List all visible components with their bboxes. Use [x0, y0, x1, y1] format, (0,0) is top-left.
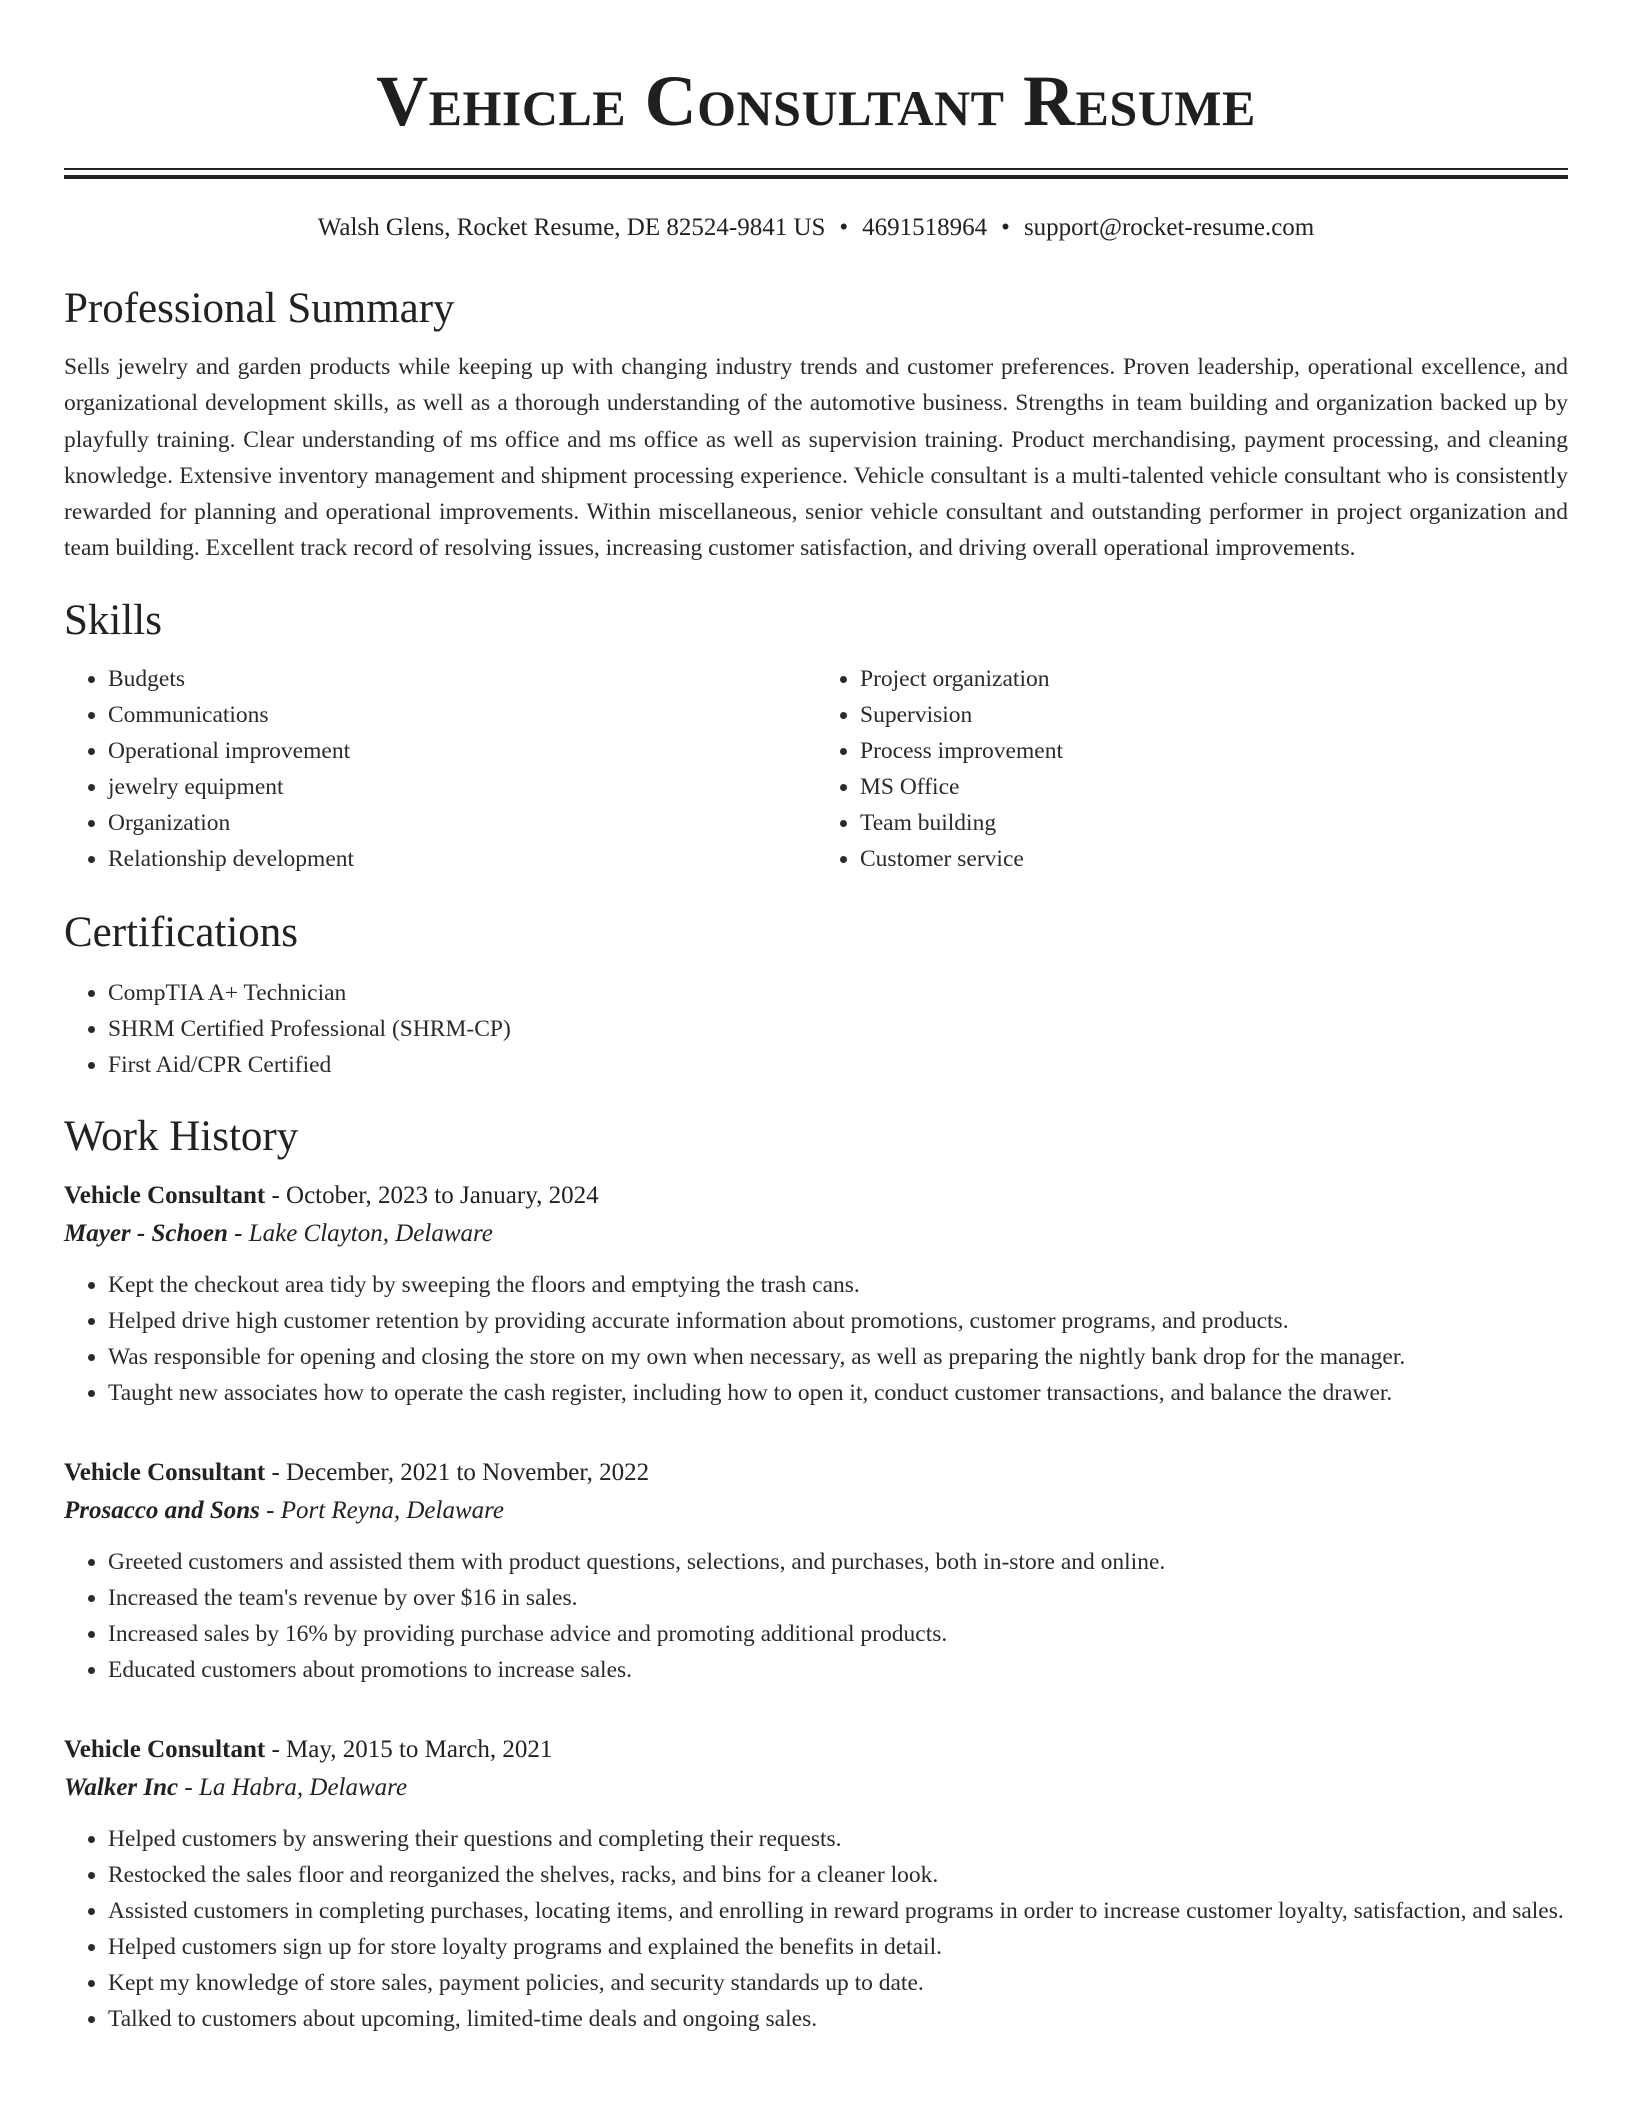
job-header — [64, 1177, 1568, 1215]
job-bullet: • Kept the checkout area tidy by sweeping the floors and emptying the trash cans. — [108, 1267, 1568, 1303]
job-header — [64, 1731, 1568, 1769]
job-bullet: • Assisted customers in completing purchases, locating items, and enrolling in reward programs in order to increase customer loyalty, satisfaction, and sales. — [108, 1893, 1568, 1929]
skill-item: • Relationship development — [108, 841, 816, 877]
certifications-list — [64, 975, 1568, 1083]
job-bullet: • Taught new associates how to operate the cash register, including how to open it, conduct customer transactions, and balance the drawer. — [108, 1375, 1568, 1411]
certifications-heading: Certifications — [64, 908, 299, 956]
company-name: Walker Inc — [64, 1773, 179, 1801]
job-title: Vehicle Consultant — [64, 1735, 266, 1763]
skill-item: • jewelry equipment — [108, 769, 816, 805]
job-title: Vehicle Consultant — [64, 1181, 266, 1209]
job-bullet: • Greeted customers and assisted them with product questions, selections, and purchases, both in-store and online. — [108, 1544, 1568, 1580]
job-bullets — [64, 1267, 1568, 1411]
company-location: - Port Reyna, Delaware — [259, 1496, 505, 1524]
contact-email: support@rocket-resume.com — [1023, 214, 1315, 241]
skill-item: • MS Office — [860, 769, 1568, 805]
skill-item: • Customer service — [860, 841, 1568, 877]
certifications-section — [64, 907, 1568, 1083]
job-bullet: • Increased sales by 16% by providing purchase advice and promoting additional products. — [108, 1616, 1568, 1652]
company-location: - La Habra, Delaware — [178, 1773, 408, 1801]
skills-heading: Skills — [64, 596, 162, 644]
job-bullets — [64, 1544, 1568, 1688]
company-line — [64, 1769, 1568, 1807]
resume-title: Vehicle Consultant Resume — [376, 61, 1256, 141]
job-dates: - October, 2023 to January, 2024 — [265, 1181, 599, 1209]
skill-item: • Budgets — [108, 661, 816, 697]
contact-separator: • — [1001, 214, 1010, 241]
skills-list-left — [64, 661, 816, 877]
company-name: Mayer - Schoen — [64, 1219, 228, 1247]
job-dates: - May, 2015 to March, 2021 — [265, 1735, 553, 1763]
skill-item: • Project organization — [860, 661, 1568, 697]
certification-item: • SHRM Certified Professional (SHRM-CP) — [108, 1011, 1568, 1047]
job-entry — [64, 1731, 1568, 2037]
job-bullet: • Was responsible for opening and closing the store on my own when necessary, as well as preparing the nightly bank drop for the manager. — [108, 1339, 1568, 1375]
job-bullet: • Restocked the sales floor and reorganized the shelves, racks, and bins for a cleaner look. — [108, 1857, 1568, 1893]
skill-item: • Process improvement — [860, 733, 1568, 769]
job-bullets — [64, 1821, 1568, 2037]
company-location: - Lake Clayton, Delaware — [227, 1219, 493, 1247]
contact-phone: 4691518964 — [862, 214, 988, 241]
skill-item: • Communications — [108, 697, 816, 733]
job-bullet: • Helped customers sign up for store loyalty programs and explained the benefits in detail. — [108, 1929, 1568, 1965]
job-bullet: • Helped customers by answering their questions and completing their requests. — [108, 1821, 1568, 1857]
job-bullet: • Kept my knowledge of store sales, payment policies, and security standards up to date. — [108, 1965, 1568, 2001]
summary-section — [64, 283, 1568, 567]
job-bullet: • Helped drive high customer retention by providing accurate information about promotions, customer programs, and products. — [108, 1303, 1568, 1339]
job-title: Vehicle Consultant — [64, 1458, 266, 1486]
contact-line — [64, 213, 1568, 243]
title-divider — [64, 168, 1568, 179]
job-bullet: • Talked to customers about upcoming, limited-time deals and ongoing sales. — [108, 2001, 1568, 2037]
skills-list-right — [816, 661, 1568, 877]
job-bullet: • Educated customers about promotions to increase sales. — [108, 1652, 1568, 1688]
contact-separator: • — [839, 214, 849, 241]
summary-heading: Professional Summary — [64, 285, 455, 332]
skills-grid — [64, 661, 1568, 877]
job-entry — [64, 1177, 1568, 1411]
skills-section — [64, 595, 1568, 877]
certification-item: • First Aid/CPR Certified — [108, 1047, 1568, 1083]
skill-item: • Team building — [860, 805, 1568, 841]
company-line — [64, 1492, 1568, 1530]
contact-address: Walsh Glens, Rocket Resume, DE 82524-9841 US — [317, 214, 826, 241]
company-line — [64, 1215, 1568, 1253]
skill-item: • Supervision — [860, 697, 1568, 733]
work-history-heading: Work History — [64, 1112, 299, 1160]
summary-text: Sells jewelry and garden products while keeping up with changing industry trends and customer preferences. Proven leadership, operational excellence, and organizational development skills, as well as a thorough understanding of the automotive business. Strengths in team building and organization backed up by playfully training. Clear understanding of ms office and ms office as well as supervision training. Product merchandising, payment processing, and cleaning knowledge. Extensive inventory management and shipment processing experience. Vehicle consultant is a multi-talented vehicle consultant who is consistently rewarded for planning and operational improvements. Within miscellaneous, senior vehicle consultant and outstanding performer in project organization and team building. Excellent track record of resolving issues, increasing customer satisfaction, and driving overall operational improvements. — [64, 354, 1568, 562]
certification-item: • CompTIA A+ Technician — [108, 975, 1568, 1011]
work-history-section — [64, 1111, 1568, 2037]
job-dates: - December, 2021 to November, 2022 — [265, 1458, 650, 1486]
job-entry — [64, 1454, 1568, 1688]
skill-item: • Operational improvement — [108, 733, 816, 769]
job-header — [64, 1454, 1568, 1492]
skill-item: • Organization — [108, 805, 816, 841]
company-name: Prosacco and Sons — [64, 1496, 260, 1524]
job-bullet: • Increased the team's revenue by over $16 in sales. — [108, 1580, 1568, 1616]
